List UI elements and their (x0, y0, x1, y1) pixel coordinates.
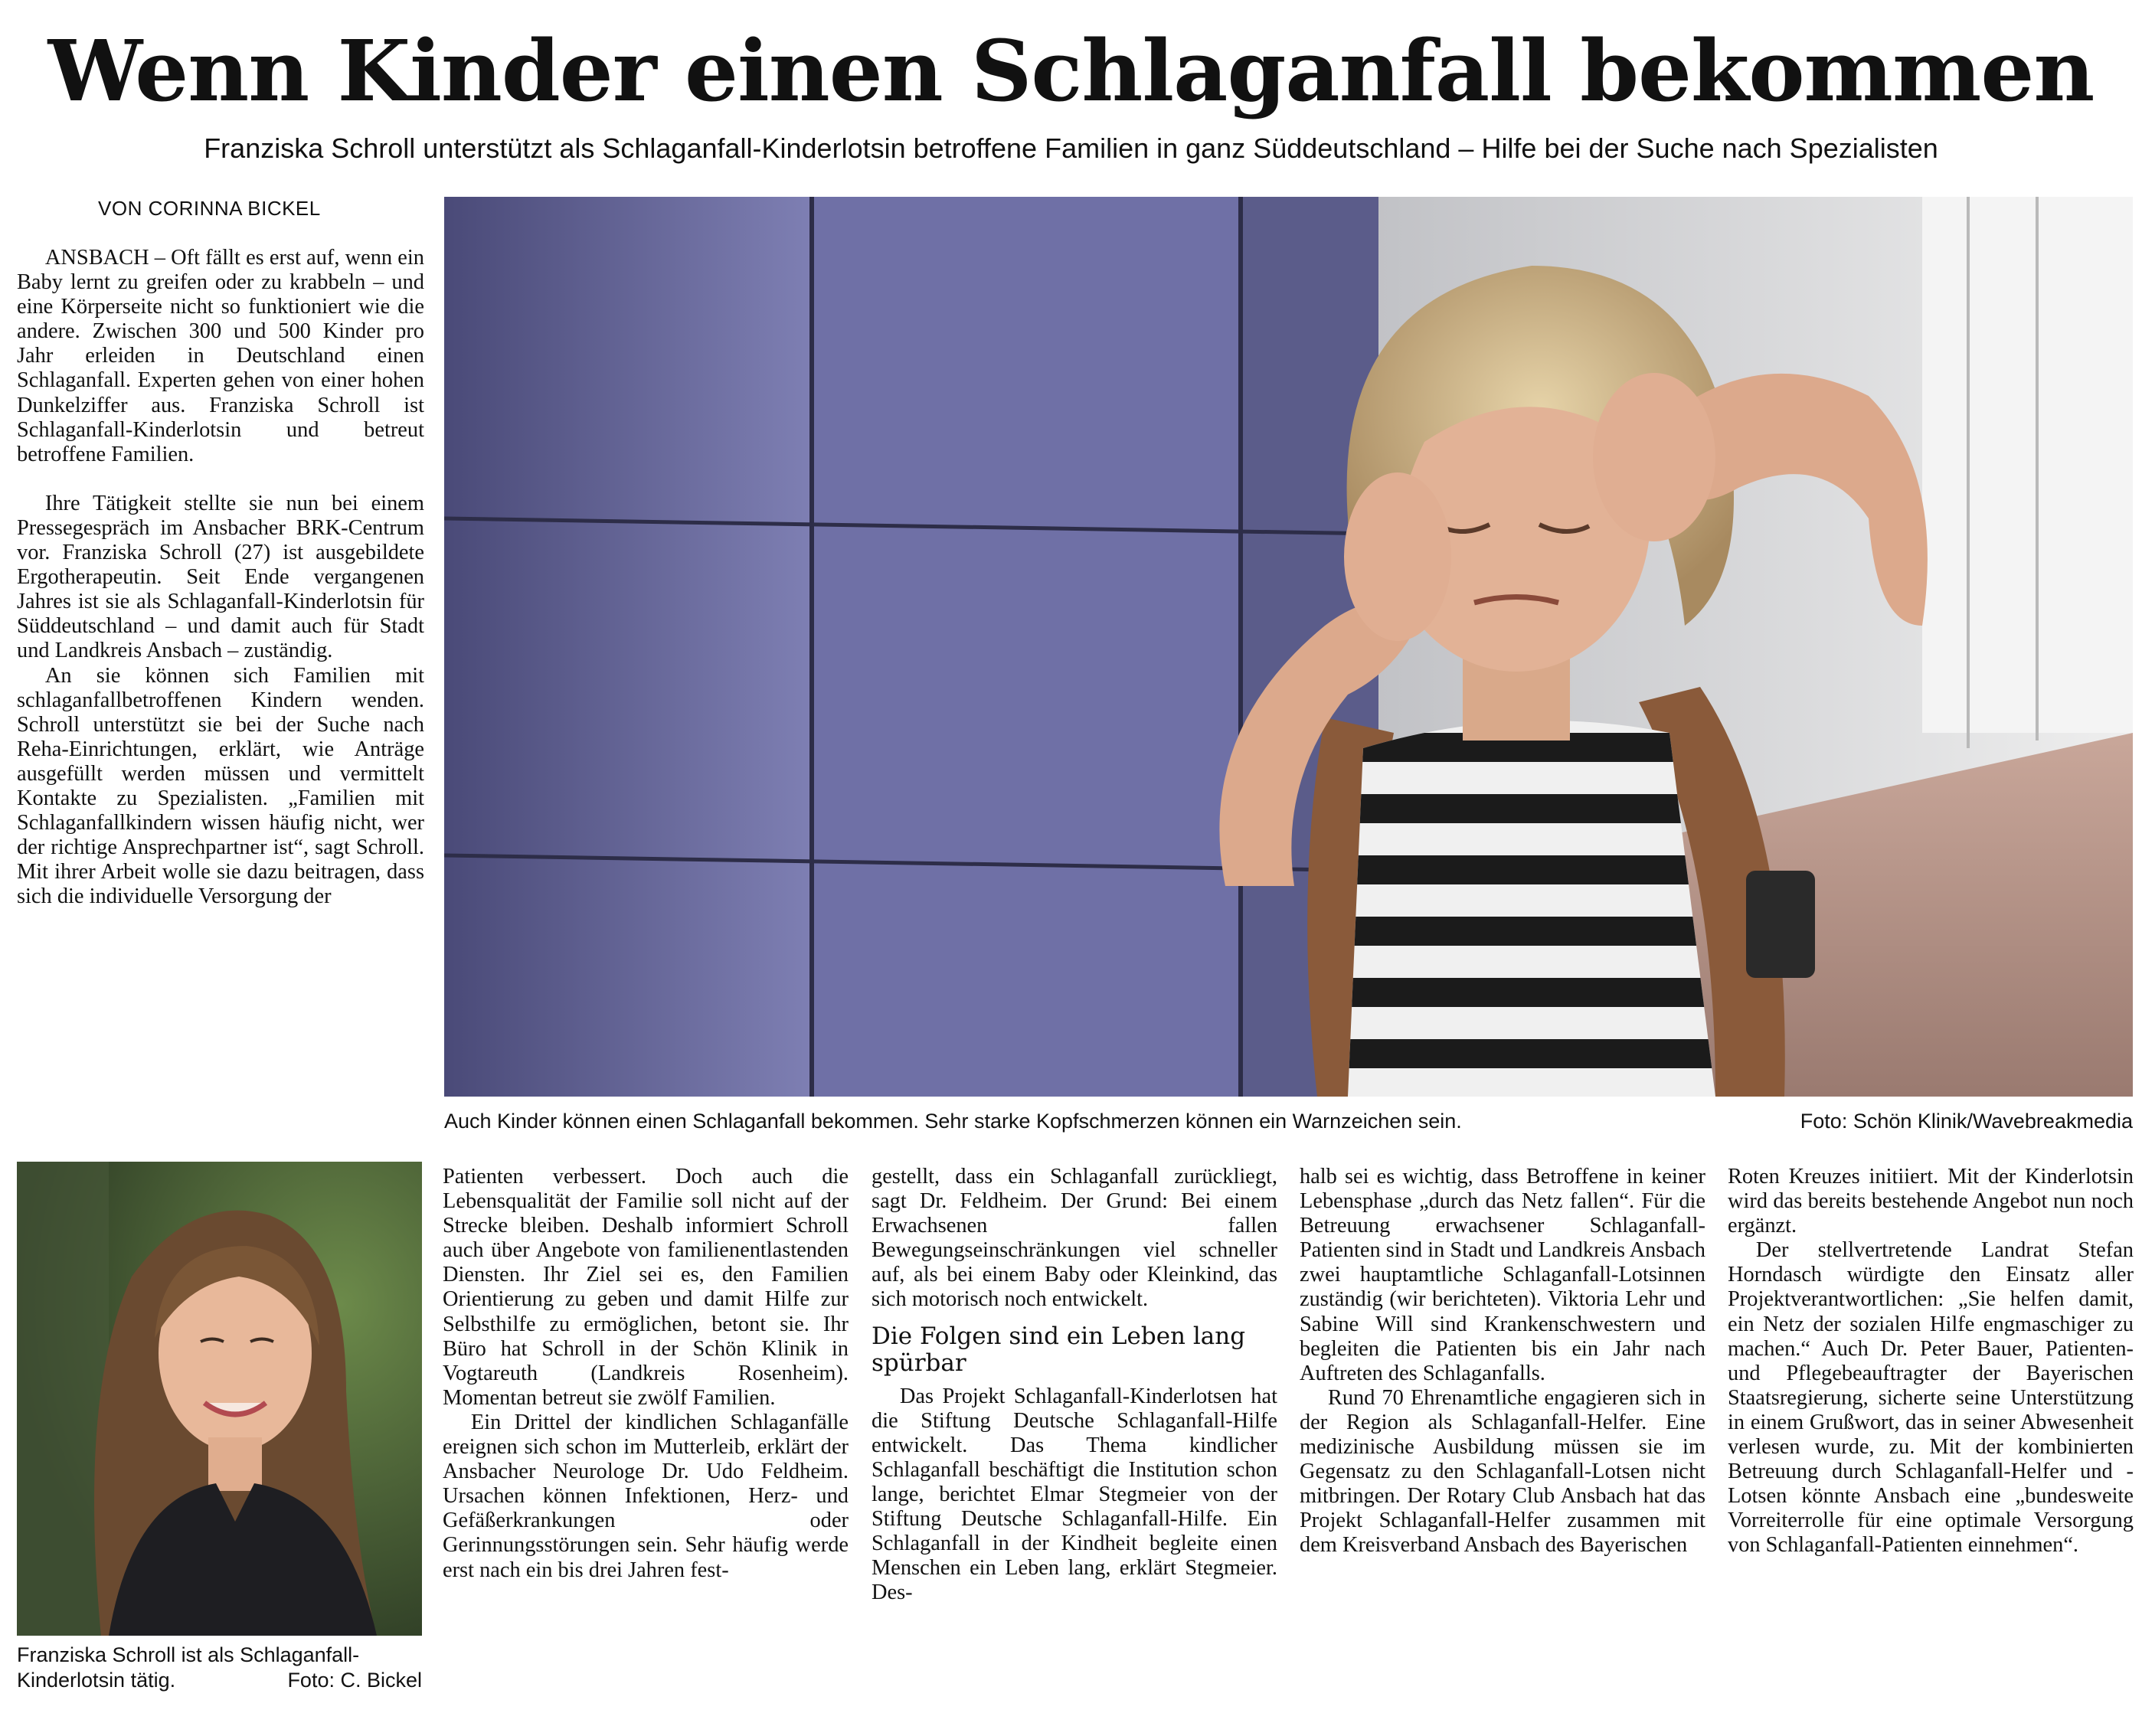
headline: Wenn Kinder einen Schlaganfall bekommen (47, 21, 2095, 120)
paragraph: ANSBACH – Oft fällt es erst auf, wenn ein Baby lernt zu greifen oder zu krabbeln – und eine Körperseite nicht so funktioniert wie die andere. Zwischen 300 und 500 Kinder pro Jahr erleiden in Deutschland einen Schlaganfall. Experten gehen von einer hohen Dunkelziffer aus. Franziska Schroll ist Schlaganfall-Kinderlotsin und betreut betroffene Familien. (17, 246, 424, 466)
paragraph: Das Projekt Schlaganfall-Kinderlotsen hat die Stiftung Deutsche Schlaganfall-Hilfe entwickelt. Das Thema kindlicher Schlaganfall beschäftigt die Institution schon lange, berichtet Elmar Stegmeier von der Stiftung Deutsche Schlaganfall-Hilfe. Ein Schlaganfall in der Kindheit begleite einen Menschen ein Leben lang, erklärt Stegmeier. Des- (872, 1384, 1277, 1605)
paragraph: Patienten verbessert. Doch auch die Lebensqualität der Familie soll nicht auf der Strecke bleiben. Deshalb informiert Schroll auch über Angebote von familienentlastenden Diensten. Ihr Ziel sei es, den Familien Orientierung zu geben und damit Hilfe zur Selbsthilfe zu ermöglichen, betont sie. Ihr Büro hat Schroll in der Schön Klinik in Vogtareuth (Landkreis Rosenheim). Momentan betreut sie zwölf Familien. (443, 1165, 849, 1410)
subhead: Die Folgen sind ein Leben lang spürbar (872, 1322, 1246, 1377)
child-headache-photo (444, 197, 2133, 1097)
main-photo (444, 197, 2133, 1097)
subheadline: Franziska Schroll unterstützt als Schlaganfall-Kinderlotsin betroffene Familien in ganz Süddeutschland – Hilfe bei der Suche nach Spezialisten (204, 132, 1938, 164)
portrait-caption (17, 1643, 422, 1693)
paragraph: Rund 70 Ehrenamtliche engagieren sich in der Region als Schlaganfall-Helfer. Eine medizinische Ausbildung müssen sie im Gegensatz zu den Schlaganfall-Lotsen nicht mitbringen. Der Rotary Club Ansbach hat das Projekt Schlaganfall-Helfer zusammen mit dem Kreisverband Ansbach des Bayerischen (1300, 1385, 1705, 1558)
portrait-photo (17, 1162, 422, 1636)
article-column-1 (17, 246, 424, 1134)
photo-caption-text: Auch Kinder können einen Schlaganfall bekommen. Sehr starke Kopfschmerzen können ein Warnzeichen sein. (444, 1110, 1462, 1133)
article-column-2 (443, 1165, 849, 1701)
article-column-5 (1728, 1165, 2134, 1701)
paragraph: An sie können sich Familien mit schlaganfallbetroffenen Kindern wenden. Schroll unterstützt sie bei der Suche nach Reha-Einrichtungen, erklärt, wie Anträge ausgefüllt werden müssen und vermittelt Kontakte zu Spezialisten. „Familien mit Schlaganfallkindern wissen häufig nicht, wer der richtige Ansprechpartner ist“, sagt Schroll. Mit ihrer Arbeit wolle sie dazu beitragen, dass sich die individuelle Versorgung der (17, 663, 424, 909)
byline: VON CORINNA BICKEL (98, 197, 321, 220)
paragraph: halb sei es wichtig, dass Betroffene in keiner Lebensphase „durch das Netz fallen“. Für die Betreuung erwachsener Schlaganfall-Patienten sind in Stadt und Landkreis Ansbach zwei hauptamtliche Schlaganfall-Lotsinnen zuständig (wir berichteten). Viktoria Lehr und Sabine Will sind Krankenschwestern und begleiten die Patienten bis ein Jahr nach Auftreten des Schlaganfalls. (1300, 1165, 1705, 1385)
article-column-3 (872, 1165, 1277, 1701)
photo-credit: Foto: Schön Klinik/Wavebreakmedia (1800, 1110, 2133, 1133)
article-column-4 (1300, 1165, 1705, 1701)
portrait-caption-text: Franziska Schroll ist als Schlaganfall-Kinderlotsin tätig. (17, 1643, 360, 1692)
paragraph: Ein Drittel der kindlichen Schlaganfälle ereignen sich schon im Mutterleib, erklärt der Ansbacher Neurologe Dr. Udo Feldheim. Ursachen können Infektionen, Herz- und Gefäßerkrankungen oder Gerinnungsstörungen sein. Sehr häufig werde erst nach ein bis drei Jahren fest- (443, 1410, 849, 1582)
paragraph: gestellt, dass ein Schlaganfall zurückliegt, sagt Dr. Feldheim. Der Grund: Bei einem Erwachsenen fallen Bewegungseinschränkungen viel schneller auf, als bei einem Baby oder Kleinkind, das sich motorisch noch entwickelt. (872, 1165, 1277, 1312)
paragraph: Der stellvertretende Landrat Stefan Horndasch würdigte den Einsatz aller Projektverantwortlichen: „Sie helfen damit, ein Netz der sozialen Hilfe engmaschiger zu machen.“ Auch Dr. Peter Bauer, Patienten- und Pflegebeauftragter der Bayerischen Staatsregierung, sicherte seine Unterstützung in einem Grußwort, das in seiner Abwesenheit verlesen wurde, zu. Mit der kombinierten Betreuung durch Schlaganfall-Helfer und -Lotsen könnte Ansbach eine „bundesweite Vorreiterrolle für eine optimale Versorgung von Schlaganfall-Patienten einnehmen“. (1728, 1238, 2134, 1558)
portrait-image (17, 1162, 422, 1636)
paragraph: Roten Kreuzes initiiert. Mit der Kinderlotsin wird das bereits bestehende Angebot nun noch ergänzt. (1728, 1165, 2134, 1238)
main-photo-caption (444, 1108, 2133, 1134)
portrait-credit: Foto: C. Bickel (287, 1669, 422, 1692)
paragraph: Ihre Tätigkeit stellte sie nun bei einem Pressegespräch im Ansbacher BRK-Centrum vor. Franziska Schroll (27) ist ausgebildete Ergotherapeutin. Seit Ende vergangenen Jahres ist sie als Schlaganfall-Kinderlotsin für Süddeutschland – und damit auch für Stadt und Landkreis Ansbach – zuständig. (17, 491, 424, 663)
